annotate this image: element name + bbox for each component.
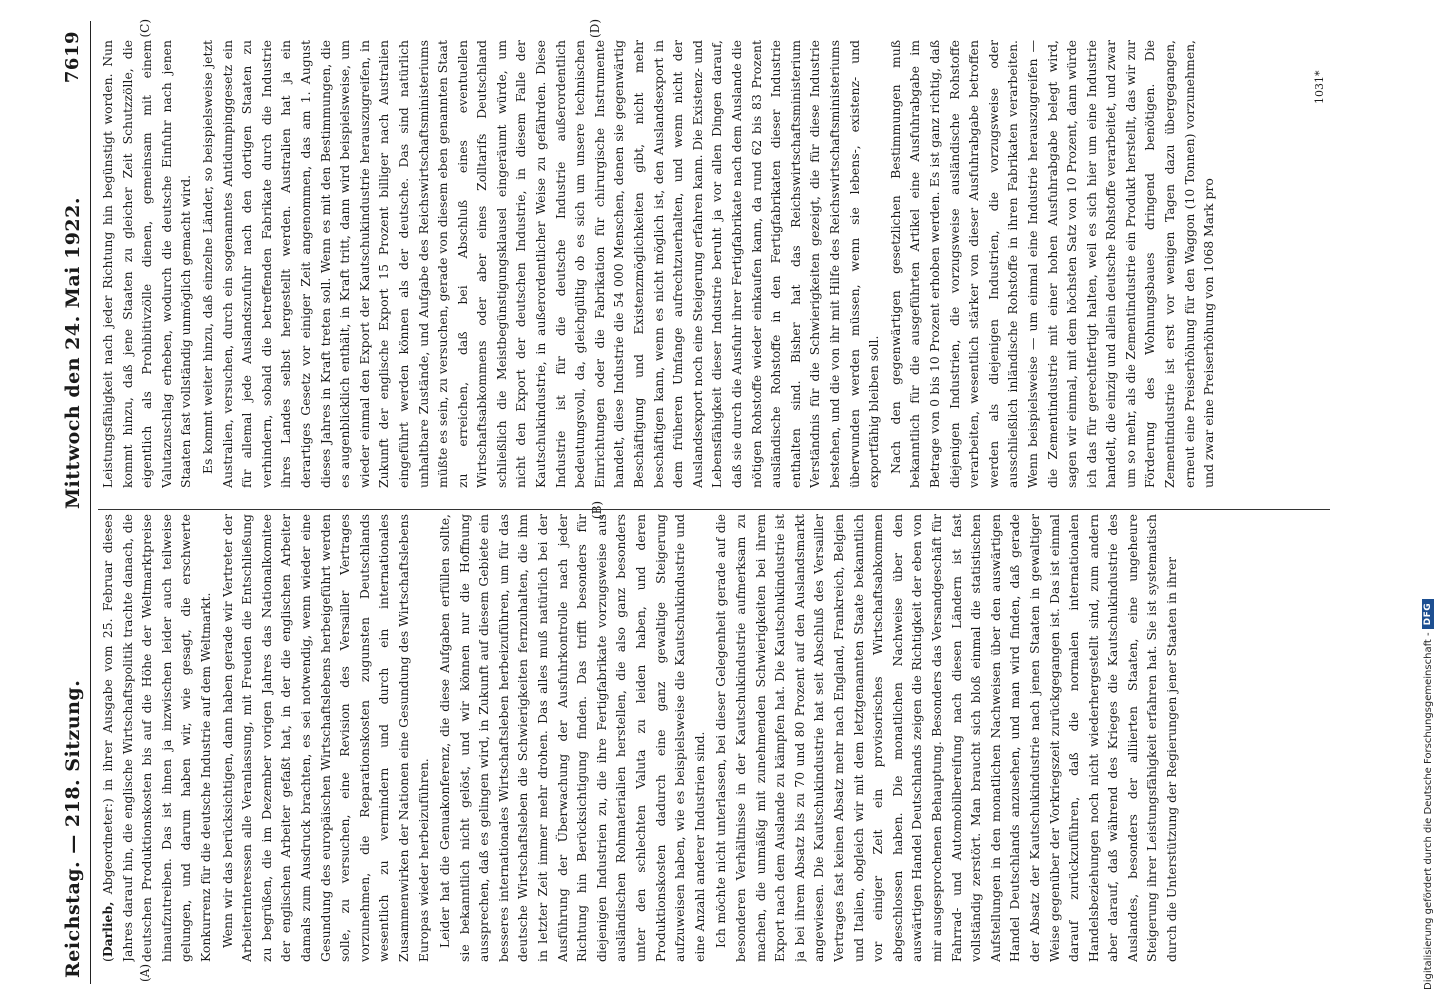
running-head xyxy=(60,21,91,984)
footnote-reference: 1031* xyxy=(1313,70,1326,104)
rotated-newspaper-page xyxy=(60,15,1360,990)
paragraph: Leistungsfähigkeit nach jeder Richtung hin begünstigt worden. Nun kommt hinzu, daß jene Staaten zu gleicher Zeit Schutzzölle, die eigentlich als Prohibitivzölle dienen, gemeinsam mit einem Valutazuschlag erheben, wodurch die deutsche Einfuhr nach jenen Staaten fast vollständig unmöglich gemacht wird. xyxy=(100,40,194,488)
running-head-date: Mittwoch den 24. Mai 1922. xyxy=(62,197,84,509)
left-column xyxy=(98,514,1330,962)
paragraph: (Darlieb, Abgeordneter:) in ihrer Ausgabe vom 25. Februar dieses Jahres darauf hin, die englische Wirtschaftspolitik trachte danach, die deutschen Produktionskosten bis auf die Höhe der Weltmarktpreise hinaufzutreiben. Das ist ihnen ja inzwischen leider auch teilweise gelungen, und darum haben wir, wie gesagt, die erschwerte Konkurrenz für die deutsche Industrie auf dem Weltmarkt. xyxy=(100,514,213,962)
paragraph: Nach den gegenwärtigen gesetzlichen Bestimmungen muß bekanntlich für die ausgeführten Artikel eine Ausfuhrabgabe im Betrage von 0 bis 10 Prozent erhoben werden. Es ist ganz richtig, daß diejenigen Industrien, die vorzugsweise ausländische Rohstoffe verarbeiten, wesentlich stärker von dieser Ausfuhrabgabe betroffen werden als diejenigen Industrien, die vorzugsweise oder ausschließlich inländische Rohstoffe in ihren Fabrikaten verarbeiten. Wenn beispielsweise — um einmal eine Industrie herauszugreifen — die Zementindustrie mit einer hohen Ausfuhrabgabe belegt wird, sagen wir einmal, mit dem höchsten Satz von 10 Prozent, dann würde ich das für gerechtfertigt halten, weil es sich hier um eine Industrie handelt, die einzig und allein deutsche Rohstoffe verarbeitet, und zwar um so mehr, als die Zementindustrie ein Produkt herstellt, das wir zur Förderung des Wohnungsbaues dringend benötigen. Die Zementindustrie ist erst vor wenigen Tagen dazu übergegangen, erneut eine Preiserhöhung für den Waggon (10 Tonnen) vorzunehmen, und zwar eine Preiserhöhung von 1068 Mark pro xyxy=(887,40,1217,488)
right-column xyxy=(98,40,1330,488)
column-divider xyxy=(98,509,1330,510)
paragraph: Es kommt weiter hinzu, daß einzelne Länder, so beispielsweise jetzt Australien, versuchen, durch ein sogenanntes Antidumpinggesetz ein für allemal jede Auslandszufuhr nach den dortigen Staaten zu verhindern, sobald die betreffenden Fabrikate durch die Industrie ihres Landes selbst hergestellt werden. Australien hat ja ein derartiges Gesetz vor einiger Zeit angenommen, das am 1. August dieses Jahres in Kraft treten soll. Wenn es mit den Bestimmungen, die es augenblicklich enthält, in Kraft tritt, dann wird beispielsweise, um wieder einmal den Export der Kautschukindustrie herauszugreifen, in Zukunft der englische Export 15 Prozent billiger nach Australien eingeführt werden können als der deutsche. Das sind natürlich unhaltbare Zustände, und Aufgabe des Reichswirtschaftsministeriums müßte es sein, zu versuchen, gerade von diesem eben genannten Staat zu erreichen, daß bei Abschluß eines eventuellen Wirtschaftsabkommens oder aber eines Zolltarifs Deutschland schließlich die Meistbegünstigungsklausel eingeräumt würde, um nicht den Export der deutschen Industrie, in diesem Falle der Kautschukindustrie, in außerordentlicher Weise zu gefährden. Diese Industrie ist für die deutsche Industrie außerordentlich bedeutungsvoll, da, gleichgültig ob es sich um unsere technischen Einrichtungen oder die Fabrikation für chirurgische Instrumente handelt, diese Industrie die 54 000 Menschen, denen sie gegenwärtig Beschäftigung und Existenzmöglichkeiten gibt, nicht mehr beschäftigen kann, wenn es nicht möglich ist, den Auslandsexport in dem früheren Umfange aufrechtzuerhalten, und wenn nicht der Auslandsexport noch eine Steigerung erfahren kann. Die Existenz- und Lebensfähigkeit dieser Industrie beruht ja vor allen Dingen darauf, daß sie durch die Ausfuhr ihrer Fertigfabrikate nach dem Auslande die nötigen Rohstoffe wieder einkaufen kann, da rund 62 bis 83 Prozent ausländische Rohstoffe in den Fertigfabrikaten dieser Industrie enthalten sind. Bisher hat das Reichswirtschaftsministerium Verständnis für die Schwierigkeiten gezeigt, die für diese Industrie bestehen, und die von ihr mit Hilfe des Reichswirtschaftsministeriums überwunden werden müssen, wenn sie lebens-, existenz- und exportfähig bleiben soll. xyxy=(199,40,882,488)
digitization-credit xyxy=(1422,599,1434,990)
paragraph: Wenn wir das berücksichtigen, dann haben gerade wir Vertreter der Arbeiterinteressen alle Veranlassung, mit Freuden die Entschließung zu begrüßen, die im Dezember vorigen Jahres das Nationalkomitee der englischen Arbeiter gefaßt hat, in der die englischen Arbeiter damals zum Ausdruck brachten, es sei notwendig, wenn wieder eine Gesundung des europäischen Wirtschaftslebens herbeigeführt werden solle, zu versuchen, eine Revision des Versailler Vertrages vorzunehmen, die Reparationskosten zugunsten Deutschlands wesentlich zu vermindern und durch ein internationales Zusammenwirken der Nationen eine Gesundung des Wirtschaftslebens Europas wieder herbeizuführen. xyxy=(219,514,431,962)
margin-marker-d: (D) xyxy=(588,19,602,38)
margin-marker-c: (C) xyxy=(138,19,152,38)
running-head-left: Reichstag. — 218. Sitzung. xyxy=(62,679,84,978)
margin-marker-b: (B) xyxy=(590,500,604,520)
credit-text: Digitalisierung gefördert durch die Deutsche Forschungsgemeinschaft - xyxy=(1422,632,1434,990)
speaker-name: Darlieb, xyxy=(100,901,115,958)
paragraph: Ich möchte nicht unterlassen, bei dieser Gelegenheit gerade auf die besonderen Verhältnisse in der Kautschukindustrie aufmerksam zu machen, die unmäßig mit zunehmenden Schwierigkeiten bei ihrem Export nach dem Auslande zu kämpfen hat. Die Kautschukindustrie ist ja bei ihrem Absatz bis zu 70 und 80 Prozent auf den Auslandsmarkt angewiesen. Die Kautschukindustrie hat seit Abschluß des Versailler Vertrages fast keinen Absatz mehr nach England, Frankreich, Belgien und Italien, obgleich wir mit dem letztgenannten Staate bekanntlich vor einiger Zeit ein provisorisches Wirtschaftsabkommen abgeschlossen haben. Die monatlichen Nachweise über den auswärtigen Handel Deutschlands zeigen die Richtigkeit der eben von mir ausgesprochenen Behauptung. Besonders das Versandgeschäft für Fahrrad- und Automobilbereifung nach diesen Ländern ist fast vollständig zerstört. Man braucht sich bloß einmal die statistischen Aufstellungen in den monatlichen Nachweisen über den auswärtigen Handel Deutschlands anzusehen, und man wird finden, daß gerade der Absatz der Kautschukindustrie nach jenen Staaten in gewaltiger Weise gegenüber der Vorkriegszeit zurückgegangen ist. Das ist einmal darauf zurückzuführen, daß die normalen internationalen Handelsbeziehungen noch nicht wiederhergestellt sind, zum andern aber darauf, daß während des Krieges die Kautschukindustrie des Auslandes, besonders der alliierten Staaten, eine ungeheure Steigerung ihrer Leistungsfähigkeit erfahren hat. Sie ist systematisch durch die Unterstützung der Regierungen jener Staaten in ihrer xyxy=(713,514,1180,962)
dfg-logo: DFG xyxy=(1422,599,1434,630)
paragraph: Leider hat die Genuakonferenz, die diese Aufgaben erfüllen sollte, sie bekanntlich nicht gelöst, und wir können nur die Hoffnung aussprechen, daß es gelingen wird, in Zukunft auf diesem Gebiete ein besseres internationales Wirtschaftsleben herbeizuführen, um für das deutsche Wirtschaftsleben die Schwierigkeiten fernzuhalten, die ihm in letzter Zeit immer mehr drohen. Das alles muß natürlich bei der Ausführung der Überwachung der Ausfuhrkontrolle nach jeder Richtung hin Berücksichtigung finden. Das trifft besonders für diejenigen Industrien zu, die ihre Fertigfabrikate vorzugsweise aus ausländischen Rohmaterialien herstellen, die also ganz besonders unter den schlechten Valuta zu leiden haben, und deren Produktionskosten dadurch eine ganz gewaltige Steigerung aufzuweisen haben, wie es beispielsweise die Kautschukindustrie und eine Anzahl anderer Industrien sind. xyxy=(437,514,707,962)
text-columns xyxy=(98,21,1330,984)
page-number: 7619 xyxy=(62,31,83,84)
margin-marker-a: (A) xyxy=(138,963,152,982)
